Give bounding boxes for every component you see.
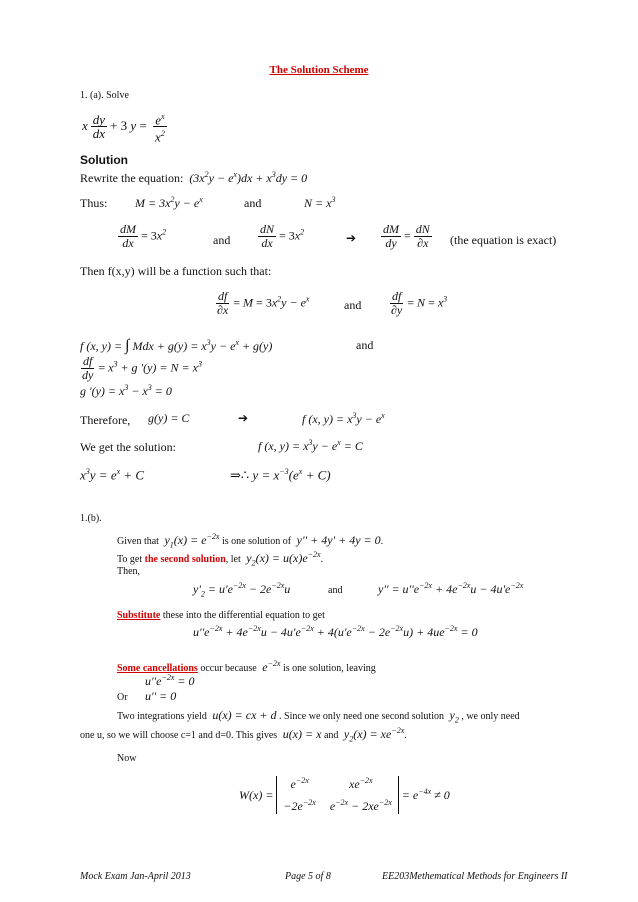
footer-left: Mock Exam Jan-April 2013: [80, 871, 191, 882]
document-title: The Solution Scheme: [269, 64, 369, 76]
substitute-highlight: Substitute: [117, 610, 161, 621]
one-u-text: one u, so we will choose c=1 and d=0. This gives: [80, 730, 278, 741]
eq-y2-double-prime: $y'' = u''e^{-2x} + 4e^{-2x}u - 4u'e^{-2x}$: [378, 581, 524, 596]
exact-note: (the equation is exact): [450, 233, 557, 247]
then-b-text: Then,: [117, 566, 141, 577]
second-line: To get the second solution, let $y_2(x) = u(x)e^{-2x}$.: [117, 550, 324, 568]
substitute-line: [117, 610, 325, 621]
and-text-4: and: [356, 338, 374, 352]
or-text: Or: [117, 692, 128, 703]
one-u-line: one u, so we will choose c=1 and d=0. This gives u(x) = x and $y_2(x) = xe^{-2x}$.: [80, 726, 407, 744]
footer-right: EE203Methematical Methods for Engineers II: [382, 871, 568, 882]
second-pre: To get: [117, 554, 143, 565]
therefore-text: Therefore,: [80, 413, 131, 427]
substitute-post: these into the differential equation to get: [162, 610, 325, 621]
integrations-line: Two integrations yield u(x) = cx + d . Since we only need one second solution $y_2$ , we only need: [117, 708, 520, 725]
eq-f-result: f (x, $y) = x^3y - e^x$: [302, 411, 385, 426]
rewrite-text: Rewrite the equation:: [80, 171, 184, 185]
and-text-3: and: [344, 298, 362, 312]
eq-y2-prime: $y'_2 = u'e^{-2x} - 2e^{-2x}u$: [193, 581, 291, 599]
given-line: Given that $y_1(x) = e^{-2x}$ is one solution of y'' + 4y' + 4y = 0.: [117, 532, 384, 550]
eq-solution-2: ⇒∴ $y = x^{-3}(e^x + C)$: [230, 467, 331, 483]
eq-g-prime: g '$(y) = x^3 - x^3 = 0$: [80, 383, 172, 398]
and-text-2: and: [213, 233, 231, 247]
eq-solution-implicit: f (x, $y) = x^3y - e^x = C$: [258, 438, 363, 453]
and-text-b2: and: [323, 730, 339, 741]
eq-df-dy-2: $\frac{df}{dy}$ = $x^3 + g$ '$(y) = N = x^3$: [82, 354, 202, 382]
eq-u-double-prime-1: $u''e^{-2x} = 0$: [145, 673, 195, 688]
solution-heading: Solution: [80, 153, 128, 167]
and-text-1: and: [244, 196, 262, 210]
eq-wronskian: W(x) = $e^{-2x}$ $xe^{-2x}$ $-2e^{-2x}$ $e^{-2x} - 2xe^{-2x}$ = $e^{-4x} \ne 0$: [239, 776, 450, 813]
eq-exact: $\frac{dM}{dy}$ = $\frac{dN}{\partial x}$: [383, 222, 430, 250]
eq-N: $N = x^3$: [304, 195, 336, 210]
cancel-highlight: Some cancellations: [117, 663, 198, 674]
eq-solution-1: $x^3y = e^x + C$: [80, 467, 145, 483]
cancel-line: Some cancellations occur because $e^{-2x}$ is one solution, leaving: [117, 659, 376, 674]
cancel-mid: occur because: [200, 663, 257, 674]
eq-f-integral: f (x, y) = ∫ Mdx + $g(y) = x^3y - e^x + g(y)$: [80, 337, 273, 354]
thus-text: Thus:: [80, 196, 108, 210]
eq-u-double-prime-2: u'' = 0: [145, 689, 177, 703]
second-highlight: the second solution: [144, 554, 226, 565]
footer-center: Page 5 of 8: [285, 871, 331, 882]
rewrite-line: Rewrite the equation: $(3x^2y - e^x)dx + x^3dy = 0$: [80, 170, 308, 185]
implies-arrow-icon: ➔: [346, 231, 357, 245]
integrations-pre: Two integrations yield: [117, 711, 207, 722]
eq-dM: $\frac{dM}{dx}$ = $3x^2$: [120, 222, 167, 250]
part-a-label: 1. (a). Solve: [80, 90, 129, 101]
then-text: Then f(x,y) will be a function such that:: [80, 264, 272, 278]
integrations-mid: . Since we only need one second solution: [279, 711, 444, 722]
eq-g-const: g(y) = C: [148, 411, 190, 425]
now-text: Now: [117, 753, 137, 764]
thus-line: [80, 196, 107, 211]
integrations-post: , we only need: [461, 711, 520, 722]
eq-df-dy: $\frac{df}{\partial y}$ = $N = x^3$: [391, 289, 448, 317]
eq-substituted: $u''e^{-2x} + 4e^{-2x}u - 4u'e^{-2x} + 4(u'e^{-2x} - 2e^{-2x}u) + 4ue^{-2x} = 0$: [193, 624, 478, 639]
eq-a-problem: x $\frac{dy}{dx}$ + 3 y = $\frac{e^x}{x^2}$: [82, 112, 165, 145]
eq-M: $M = 3x^2y - e^x$: [135, 195, 203, 210]
and-text-b1: and: [328, 585, 343, 596]
given-pre: Given that: [117, 536, 159, 547]
eq-df-dx: $\frac{df}{\partial x}$ = $M = 3x^2y - e^x$: [217, 289, 310, 317]
cancel-post: is one solution, leaving: [282, 663, 376, 674]
part-b-label: 1.(b).: [80, 513, 102, 524]
implies-arrow-icon-2: ➔: [238, 411, 249, 425]
given-post: is one solution of: [221, 536, 292, 547]
second-post: , let: [225, 554, 241, 565]
get-solution-text: We get the solution:: [80, 440, 177, 454]
eq-dN: $\frac{dN}{dx}$ = $3x^2$: [260, 222, 305, 250]
